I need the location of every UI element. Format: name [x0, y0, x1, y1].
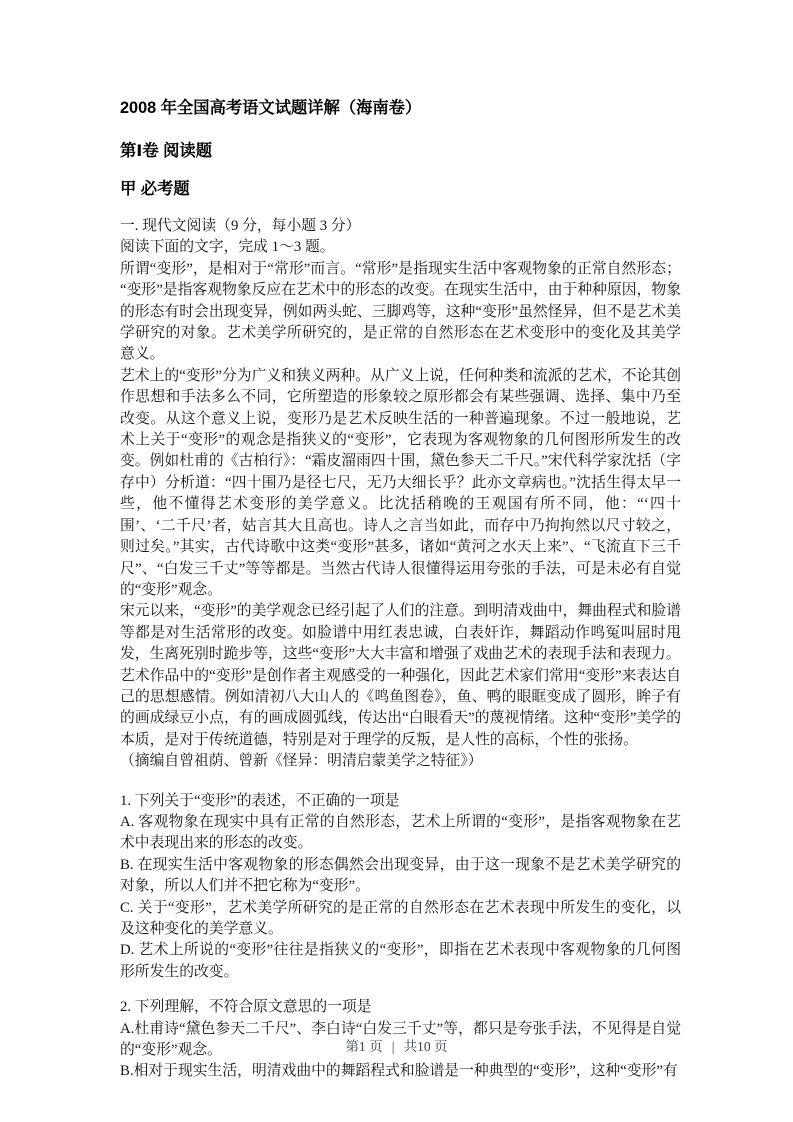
page-footer [0, 1038, 793, 1056]
passage-paragraph: 艺术作品中的“变形”是创作者主观感受的一种强化，因此艺术家们常用“变形”来表达自己的思想感情。例如清初八大山人的《鸣鱼图卷》，鱼、鸭的眼眶变成了圆形，眸子有的画成绿豆小点，有的画成圆弧线，传达出“白眼看天”的蔑视情绪。这种“变形”美学的本质，是对于传统道德，特别是对于理学的反叛，是人性的高标，个性的张扬。 [120, 667, 681, 748]
reading-instruction: 阅读下面的文字，完成 1～3 题。 [120, 239, 335, 256]
passage-paragraph: 艺术上的“变形”分为广义和狭义两种。从广义上说，任何种类和流派的艺术，不论其创作思想和手法多么不同，它所塑造的形象较之原形都会有某些强调、选择、集中乃至改变。从这个意义上说，变形乃是艺术反映生活的一种普遍现象。不过一般地说，艺术上关于“变形”的观念是指狭义的“变形”，它表现为客观物象的几何图形所发生的改变。例如杜甫的《古柏行》：“霜皮溜雨四十围，黛色参天二千尺。”宋代科学家沈括（字存中）分析道：“四十围乃是径七尺，无乃大细长乎？此亦文章病也。”沈括生得太早一些，他不懂得艺术变形的美学意义。比沈括稍晚的王观国有所不同，他：“‘四十围’、‘二千尺’者，姑言其大且高也。诗人之言当如此，而存中乃拘拘然以尺寸较之，则过矣。”其实，古代诗歌中这类“变形”甚多，诸如“黄河之水天上来”、“飞流直下三千尺”、“白发三千丈”等等都是。当然古代诗人很懂得运用夸张的手法，可是未必有自觉的“变形”观念。 [120, 367, 681, 598]
passage-source: （摘编自曾祖荫、曾新《怪异：明清启蒙美学之特征》） [120, 753, 483, 770]
question-1-option-d: D. 艺术上所说的“变形”往往是指狭义的“变形”，即指在艺术表现中客观物象的几何图形所发生的改变。 [120, 942, 681, 980]
question-2-option-a: A.杜甫诗“黛色参天二千尺”、李白诗“白发三千丈”等，都只是夸张手法，不见得是自觉的“变形”观念。 [120, 1020, 681, 1059]
question-2-stem: 2. 下列理解，不符合原文意思的一项是 [120, 999, 372, 1016]
question-1-stem: 1. 下列关于“变形”的表述，不正确的一项是 [120, 792, 400, 809]
question-1-option-a: A. 客观物象在现实中具有正常的自然形态，艺术上所谓的“变形”，是指客观物象在艺术中表现出来的形态的改变。 [120, 813, 681, 852]
passage-paragraph: 宋元以来，“变形”的美学观念已经引起了人们的注意。到明清戏曲中，舞曲程式和脸谱等都是对生活常形的改变。如脸谱中用红表忠诚，白表奸诈，舞蹈动作鸣冤叫屈时甩发，生离死别时跪步等，这些“变形”大大丰富和增强了戏曲艺术的表现手法和表现力。 [120, 603, 681, 663]
volume-heading: 第Ⅰ卷 阅读题 [120, 142, 212, 160]
footer-separator: | [391, 1039, 395, 1054]
part-heading: 甲 必考题 [120, 180, 190, 198]
question-1 [120, 791, 681, 984]
question-1-option-c: C. 关于“变形”，艺术美学所研究的是正常的自然形态在艺术表现中所发生的变化，以及这种变化的美学意义。 [120, 899, 681, 937]
document-title: 2008 年全国高考语文试题详解（海南卷） [120, 99, 422, 117]
passage-paragraph: 所谓“变形”，是相对于“常形”而言。“常形”是指现实生活中客观物象的正常自然形态；“变形”是指客观物象反应在艺术中的形态的改变。在现实生活中，由于种种原因，物象的形态有时会出现变异，例如两头蛇、三脚鸡等，这种“变形”虽然怪异，但不是艺术美学研究的对象。艺术美学所研究的，是正常的自然形态在艺术变形中的变化及其美学意义。 [120, 260, 681, 363]
footer-page-number: 第1 页 [345, 1039, 383, 1054]
question-1-option-b: B. 在现实生活中客观物象的形态偶然会出现变异，由于这一现象不是艺术美学研究的对象，所以人们并不把它称为“变形”。 [120, 856, 681, 895]
footer-total-pages: 共10 页 [403, 1039, 448, 1054]
section-heading: 一. 现代文阅读（9 分，每小题 3 分） [120, 218, 361, 234]
question-2-option-b: B.相对于现实生活，明清戏曲中的舞蹈程式和脸谱是一种典型的“变形”，这种“变形”有 [120, 1063, 678, 1080]
